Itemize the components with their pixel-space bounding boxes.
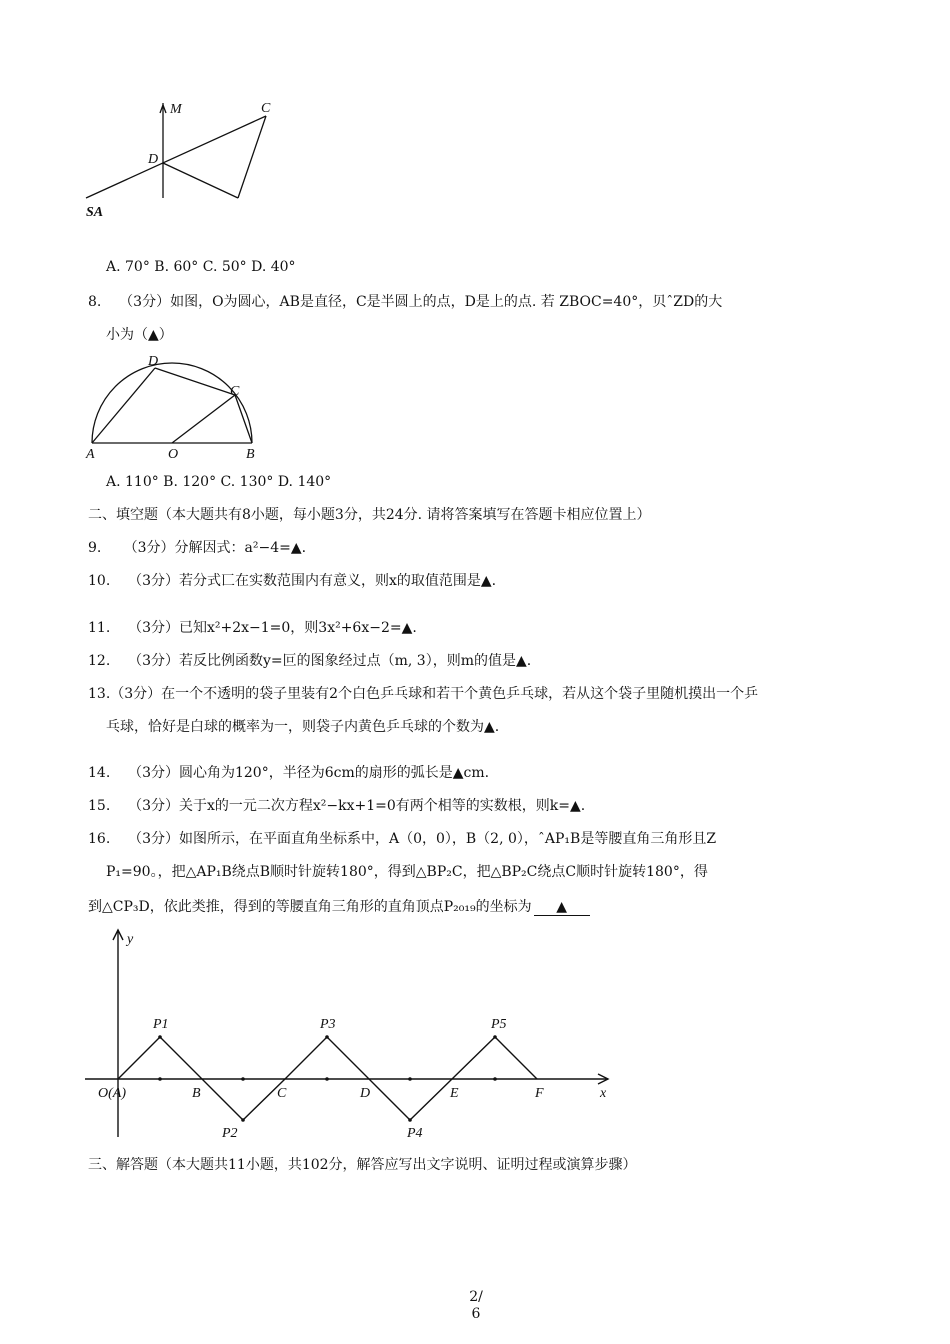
section2-title: 二、填空题（本大题共有8小题，每小题3分，共24分. 请将答案填写在答题卡相应位置上）: [88, 507, 651, 523]
radius-oc: [172, 395, 235, 443]
figure-q7: [80, 95, 290, 225]
point-p3: [325, 1035, 329, 1039]
q8-line2: 小为（▲）: [106, 327, 173, 343]
tick-5: [325, 1077, 329, 1081]
label-d: D: [360, 1086, 371, 1101]
q16-answer-blank: [534, 899, 590, 916]
q13-line2: 乓球，恰好是白球的概率为一，则袋子内黄色乒乓球的个数为▲.: [106, 719, 500, 735]
q16-answer: ▲: [556, 899, 567, 915]
tick-9: [493, 1077, 497, 1081]
label-p4: P4: [407, 1126, 423, 1141]
label-c: C: [261, 101, 271, 116]
q16-line3-text: 到△CP₃D，依此类推，得到的等腰直角三角形的直角顶点P₂₀₁₉的坐标为: [88, 899, 532, 915]
q16-line3: [88, 896, 590, 916]
q8-line1: 8. （3分）如图，O为圆心，AB是直径，C是半圆上的点，D是上的点. 若 ZBOC=40°，贝ˆZD的大: [88, 294, 723, 310]
label-e: E: [450, 1086, 459, 1101]
label-a: A: [86, 447, 95, 462]
label-p1: P1: [153, 1017, 169, 1032]
tick-7: [408, 1077, 412, 1081]
label-d: D: [148, 152, 159, 167]
point-p5: [493, 1035, 497, 1039]
question-14: 14. （3分）圆心角为120°，半径为6cm的扇形的弧长是▲cm.: [88, 765, 490, 781]
x-axis-label: x: [600, 1086, 607, 1101]
label-b: B: [192, 1086, 201, 1101]
label-p3: P3: [320, 1017, 336, 1032]
origin-label: O(A): [98, 1086, 126, 1101]
label-d: D: [148, 354, 159, 369]
label-f: F: [535, 1086, 544, 1101]
label-p2: P2: [222, 1126, 238, 1141]
point-p4: [408, 1118, 412, 1122]
label-c: C: [230, 384, 240, 399]
point-p1: [158, 1035, 162, 1039]
q7-options: A. 70° B. 60° C. 50° D. 40°: [106, 259, 296, 275]
question-9: 9. （3分）分解因式：a²−4=▲.: [88, 540, 307, 556]
q16-line1: 16. （3分）如图所示，在平面直角坐标系中，A（0，0），B（2, 0），ˆAP₁B是等腰直角三角形且Z: [88, 831, 717, 847]
label-c: C: [277, 1086, 287, 1101]
figure-q8: [80, 350, 265, 465]
y-axis-label: y: [127, 932, 134, 947]
tick-1: [158, 1077, 162, 1081]
point-p2: [241, 1118, 245, 1122]
tick-3: [241, 1077, 245, 1081]
page-number: 2/ 6: [469, 1289, 483, 1322]
q13-line1: 13.（3分）在一个不透明的袋子里装有2个白色乒乓球和若干个黄色乒乓球，若从这个袋子里随机摸出一个乒: [88, 686, 759, 702]
question-15: 15. （3分）关于x的一元二次方程x²−kx+1=0有两个相等的实数根，则k=▲.: [88, 798, 586, 814]
line-ac: [86, 116, 266, 198]
label-sa: SA: [86, 205, 104, 220]
label-b: B: [246, 447, 255, 462]
q16-line2: P₁=90。，把△AP₁B绕点B顺时针旋转180°，得到△BP₂C，把△BP₂C绕点C顺时针旋转180°，得: [106, 864, 708, 880]
label-p5: P5: [491, 1017, 507, 1032]
question-12: 12. （3分）若反比例函数y=叵的图象经过点（m, 3），则m的值是▲.: [88, 653, 532, 669]
label-o: O: [168, 447, 179, 462]
line-c-b: [238, 116, 266, 198]
label-m: M: [170, 102, 182, 117]
line-d-b: [163, 163, 238, 198]
section3-title: 三、解答题（本大题共11小题，共102分，解答应写出文字说明、证明过程或演算步骤）: [88, 1157, 637, 1173]
question-10: 10. （3分）若分式匸在实数范围内有意义，则x的取值范围是▲.: [88, 573, 497, 589]
figure-q16: [80, 925, 620, 1143]
q8-options: A. 110° B. 120° C. 130° D. 140°: [106, 474, 332, 490]
semicircle: [92, 363, 252, 443]
question-11: 11. （3分）已知x²+2x−1=0，则3x²+6x−2=▲.: [88, 620, 417, 636]
chord-cb: [235, 395, 252, 443]
